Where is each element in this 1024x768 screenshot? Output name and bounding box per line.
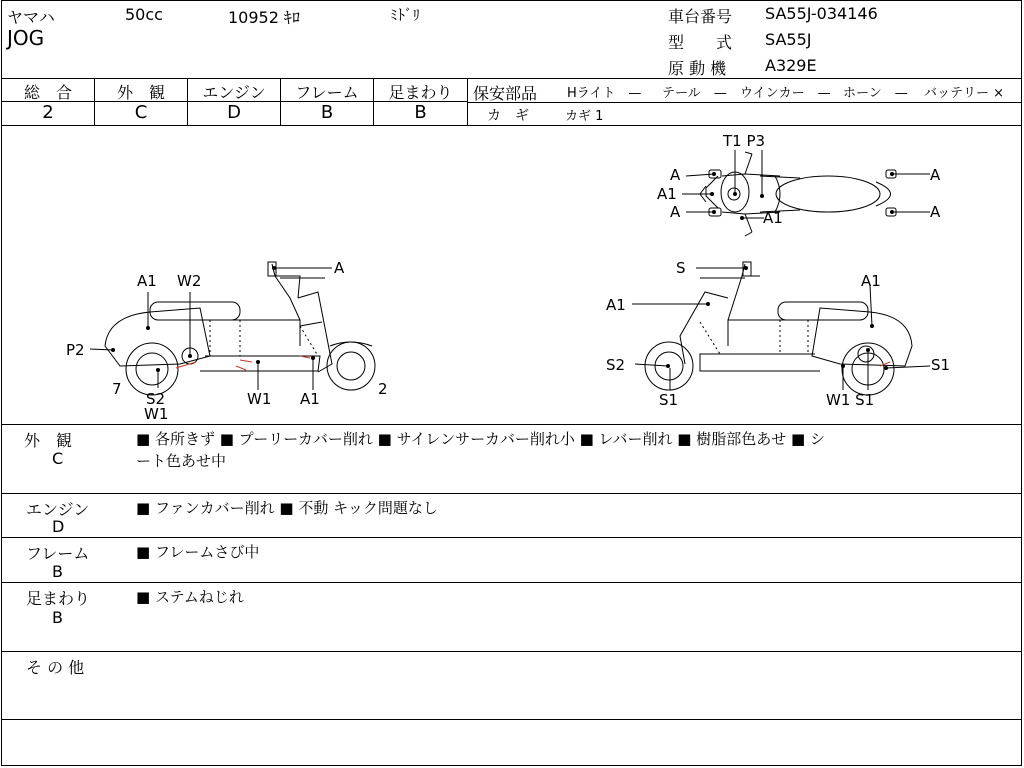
section-text-suspension: ■ ステムねじれ xyxy=(136,588,244,606)
grade-header-frame: フレーム xyxy=(295,83,359,102)
grade-header-engine: エンジン xyxy=(202,83,266,102)
section-text-exterior-2: ート色あせ中 xyxy=(136,452,227,470)
safety-tail: テール — xyxy=(662,86,727,101)
diagram-label: A xyxy=(670,203,681,221)
diagram-label: A xyxy=(334,259,345,277)
diagram-label: T1 P3 xyxy=(723,132,766,150)
grade-header-overall: 総 合 xyxy=(23,83,72,102)
divider xyxy=(1,582,1022,583)
diagram-label: W1 xyxy=(144,405,169,423)
diagram-label: P2 xyxy=(66,341,85,359)
grade-header-suspension: 足まわり xyxy=(388,83,453,102)
section-text-exterior-1: ■ 各所きず ■ プーリーカバー削れ ■ サイレンサーカバー削れ小 ■ レバー削れ ■ 樹脂部色あせ ■ シ xyxy=(136,430,825,448)
divider xyxy=(1,651,1022,652)
divider xyxy=(1,537,1022,538)
section-grade-frame: B xyxy=(52,562,63,581)
diagram-label: A xyxy=(930,166,941,184)
section-text-engine: ■ ファンカバー削れ ■ 不動 キック問題なし xyxy=(136,499,438,517)
maker: ヤマハ xyxy=(7,8,55,27)
section-title-frame: フレーム xyxy=(26,544,90,563)
section-title-exterior: 外 観 xyxy=(24,431,73,450)
diagram-label: W1 S1 xyxy=(826,391,875,409)
safety-horn: ホーン — xyxy=(843,86,908,101)
section-title-other: そ の 他 xyxy=(26,658,85,677)
key-value: カギ 1 xyxy=(565,109,604,124)
damage-diagram xyxy=(0,126,1024,424)
divider xyxy=(467,78,468,125)
diagram-label: W1 xyxy=(247,390,272,408)
diagram-label: A1 xyxy=(137,272,157,290)
displacement: 50cc xyxy=(125,5,163,24)
key-label: カ ギ xyxy=(487,108,529,124)
grade-value-overall: 2 xyxy=(42,102,54,123)
diagram-label: S xyxy=(676,259,686,277)
model-type-label: 型 式 xyxy=(668,33,733,52)
mileage: 10952 ｷﾛ xyxy=(228,8,300,27)
diagram-label: S1 xyxy=(659,391,679,409)
diagram-label: S2 xyxy=(606,356,626,374)
section-grade-exterior: C xyxy=(52,449,64,468)
diagram-label: 7 xyxy=(112,380,122,398)
divider xyxy=(1,78,1022,79)
section-title-engine: エンジン xyxy=(26,500,90,519)
divider xyxy=(468,102,1022,103)
diagram-label: A1 xyxy=(657,185,677,203)
color: ﾐﾄﾞﾘ xyxy=(390,6,421,24)
diagram-label: A1 xyxy=(606,296,626,314)
diagram-label: S1 xyxy=(931,356,951,374)
safety-battery: バッテリー × xyxy=(924,86,1005,101)
diagram-label: A xyxy=(930,203,941,221)
section-title-suspension: 足まわり xyxy=(26,589,91,608)
section-grade-suspension: B xyxy=(52,608,63,627)
grade-header-exterior: 外 観 xyxy=(116,83,165,102)
engine-no: A329E xyxy=(765,56,817,75)
safety-label: 保安部品 xyxy=(473,84,538,103)
grade-value-suspension: B xyxy=(414,102,427,123)
section-grade-engine: D xyxy=(52,517,65,536)
diagram-label: A1 xyxy=(300,390,320,408)
grade-value-engine: D xyxy=(227,102,241,123)
diagram-label: S2 xyxy=(146,390,166,408)
section-text-frame: ■ フレームさび中 xyxy=(136,543,260,561)
engine-label: 原 動 機 xyxy=(668,59,727,78)
diagram-label: A1 xyxy=(861,272,881,290)
scooter-top-view xyxy=(700,152,896,236)
grade-value-exterior: C xyxy=(134,102,148,123)
frame-no-label: 車台番号 xyxy=(668,7,733,26)
diagram-label: A xyxy=(670,166,681,184)
divider xyxy=(1,424,1022,425)
divider xyxy=(1,719,1022,720)
diagram-label: 2 xyxy=(378,380,388,398)
safety-winker: ウインカー — xyxy=(740,86,831,101)
model-name: JOG xyxy=(7,26,45,50)
diagram-label: A1 xyxy=(763,209,783,227)
frame-no: SA55J-034146 xyxy=(765,4,878,23)
safety-headlight: Hライト — xyxy=(567,86,642,101)
divider xyxy=(1,493,1022,494)
grade-value-frame: B xyxy=(320,102,334,123)
diagram-label: W2 xyxy=(177,272,202,290)
model-type: SA55J xyxy=(765,30,812,49)
